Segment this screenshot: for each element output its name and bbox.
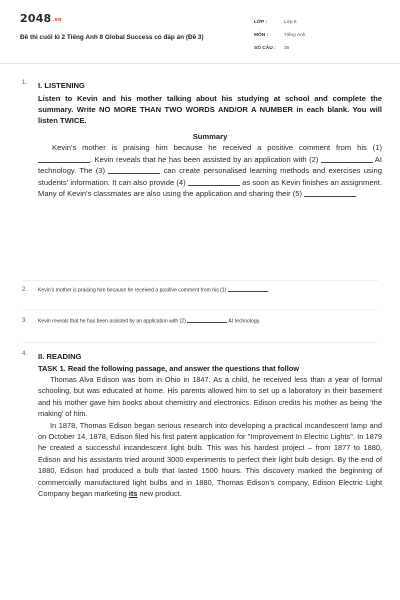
passage-text-end: new product. bbox=[137, 489, 182, 499]
question-number: 4. bbox=[22, 351, 28, 357]
question-number: 1. bbox=[22, 80, 28, 86]
divider bbox=[22, 309, 378, 310]
summary-text: can create personalised learning methods and exercises using students' information. It can also provide (4) bbox=[38, 166, 382, 187]
divider bbox=[22, 280, 378, 281]
document-title: Đề thi cuối kì 2 Tiếng Anh 8 Global Success có đáp án (Đề 3) bbox=[20, 34, 204, 41]
meta-label: SỐ CÂU : bbox=[254, 46, 276, 51]
question-3-text: Kevin reveals that he has been assisted by an application with (2) bbox=[38, 318, 186, 325]
blank-1[interactable] bbox=[38, 155, 90, 163]
question-text bbox=[38, 287, 268, 295]
underlined-word: its bbox=[128, 489, 138, 499]
meta-row-count bbox=[254, 42, 305, 55]
blank-4[interactable] bbox=[188, 178, 240, 186]
logo-text: 2048 bbox=[20, 12, 52, 25]
summary-text: AI technology. The (3) bbox=[38, 154, 382, 176]
meta-row-class bbox=[254, 16, 305, 29]
question-2-text: Kevin's mother is praising him because he received a positive comment from his (1) bbox=[38, 287, 227, 294]
summary-text: Kevin's mother is praising him because he received a positive comment from his (1) bbox=[52, 143, 382, 152]
site-logo[interactable] bbox=[20, 12, 62, 25]
task-instruction: TASK 1. Read the following passage, and answer the questions that follow bbox=[38, 364, 300, 373]
question-body bbox=[38, 80, 382, 200]
blank-3[interactable] bbox=[108, 166, 160, 174]
meta-label: MÔN : bbox=[254, 33, 269, 38]
question-number: 2. bbox=[22, 287, 28, 293]
meta-value: 36 bbox=[284, 46, 290, 51]
answer-blank-1[interactable] bbox=[228, 287, 268, 292]
divider bbox=[22, 342, 378, 343]
exam-meta bbox=[254, 16, 305, 55]
section-title-listening: I. LISTENING bbox=[38, 81, 85, 90]
meta-label: LỚP : bbox=[254, 20, 268, 25]
blank-2[interactable] bbox=[321, 155, 373, 163]
listening-instruction: Listen to Kevin and his mother talking about his studying at school and complete the summary. Write NO MORE THAN TWO WORDS AND/OR A NUMBER in each blank. You will listen TWICE. bbox=[38, 94, 382, 125]
question-body bbox=[38, 351, 382, 499]
meta-value: Lớp 8 bbox=[284, 20, 297, 25]
blank-5[interactable] bbox=[304, 189, 356, 197]
question-number: 3. bbox=[22, 318, 28, 324]
question-3-text-end: AI technology. bbox=[227, 318, 261, 325]
summary-paragraph bbox=[38, 142, 382, 200]
logo-suffix: .vn bbox=[52, 17, 62, 23]
section-title-reading: II. READING bbox=[38, 352, 82, 361]
passage-text: In 1878, Thomas Edison began serious research into developing a practical incandescent lamp and on October 14, 1878, Edison filed his first patent application for "Improvement In Electric Lights". In 1879 he created a successful incandescent light bulb. This was his hardest project – from 1877 to 1880, Edison and his assistants tried around 3000 experiments to perfect their light bulb design. By the end of 1880, Edison had produced a bulb that lasted 1500 hours. This discovery marked the beginning of commercially manufactured light bulbs and in 1880, Thomas Edison's company, Edison Electric Light Company began marketing bbox=[38, 420, 382, 499]
meta-value: Tiếng Anh bbox=[284, 33, 306, 38]
summary-title: Summary bbox=[192, 132, 228, 141]
question-text bbox=[38, 318, 260, 326]
meta-row-subject bbox=[254, 29, 305, 42]
page-header bbox=[0, 0, 400, 64]
passage-paragraph-2 bbox=[38, 420, 382, 500]
passage-paragraph-1: Thomas Alva Edison was born in Ohio in 1847. As a child, he received less than a year of formal schooling, but was educated at home. His parents allowed him to set up a laboratory in their basement and his mother gave him books about chemistry and electronics. Edison credits his mother as being 'the making' of him. bbox=[38, 375, 382, 419]
summary-text: . Kevin reveals that he has been assisted by an application with (2) bbox=[90, 154, 319, 164]
answer-blank-2[interactable] bbox=[187, 318, 227, 323]
summary-text: as soon as Kevin finishes an assignment. Many of Kevin's classmates are also using the application and sharing their (5) bbox=[38, 177, 382, 199]
